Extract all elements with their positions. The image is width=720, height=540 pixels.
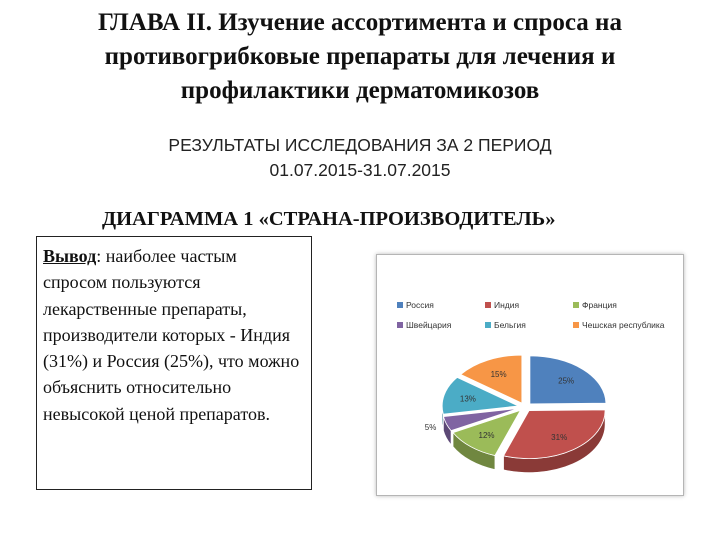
legend-label-1: Россия [406, 300, 434, 310]
legend-swatch-3 [573, 302, 579, 308]
results-subtitle [60, 133, 660, 183]
legend-label-3: Франция [582, 300, 617, 310]
title-line-3: профилактики дерматомикозов [180, 77, 540, 104]
conclusion-colon: : [96, 246, 102, 266]
legend-swatch-5 [485, 322, 491, 328]
pie-label-индия: 31% [551, 433, 568, 443]
legend-label-6: Чешская республика [582, 320, 665, 330]
diagram-heading: ДИАГРАММА 1 «СТРАНА-ПРОИЗВОДИТЕЛЬ» [102, 208, 556, 230]
conclusion-lead: Вывод [43, 246, 97, 266]
pie-chart-svg [377, 255, 683, 495]
country-pie-chart [376, 254, 684, 496]
legend-swatch-1 [397, 302, 403, 308]
pie-label-швейцария: 5% [424, 423, 437, 433]
legend-swatch-6 [573, 322, 579, 328]
pie-label-бельгия: 13% [459, 394, 476, 404]
pie-label-франция: 12% [478, 430, 495, 440]
title-line-2: противогрибковые препараты для лечения и [104, 43, 616, 70]
pie-label-россия: 25% [558, 376, 575, 386]
legend-swatch-2 [485, 302, 491, 308]
conclusion-box [36, 236, 312, 490]
pie-label-чешская-республика: 15% [490, 369, 507, 379]
results-period-label: РЕЗУЛЬТАТЫ ИССЛЕДОВАНИЯ ЗА 2 ПЕРИОД [168, 135, 552, 155]
results-period-dates: 01.07.2015-31.07.2015 [269, 160, 451, 180]
page-title [40, 6, 680, 108]
legend-label-2: Индия [494, 300, 520, 310]
legend-label-5: Бельгия [494, 320, 526, 330]
title-line-1: ГЛАВА II. Изучение ассортимента и спроса на [98, 9, 622, 36]
legend-swatch-4 [397, 322, 403, 328]
legend-label-4: Швейцария [406, 320, 452, 330]
conclusion-text: наиболее частым спросом пользуются лекарственные препараты, производители которых - Индия (31%) и Россия (25%), что можно объяснить относительно невысокой ценой препаратов. [43, 246, 300, 424]
